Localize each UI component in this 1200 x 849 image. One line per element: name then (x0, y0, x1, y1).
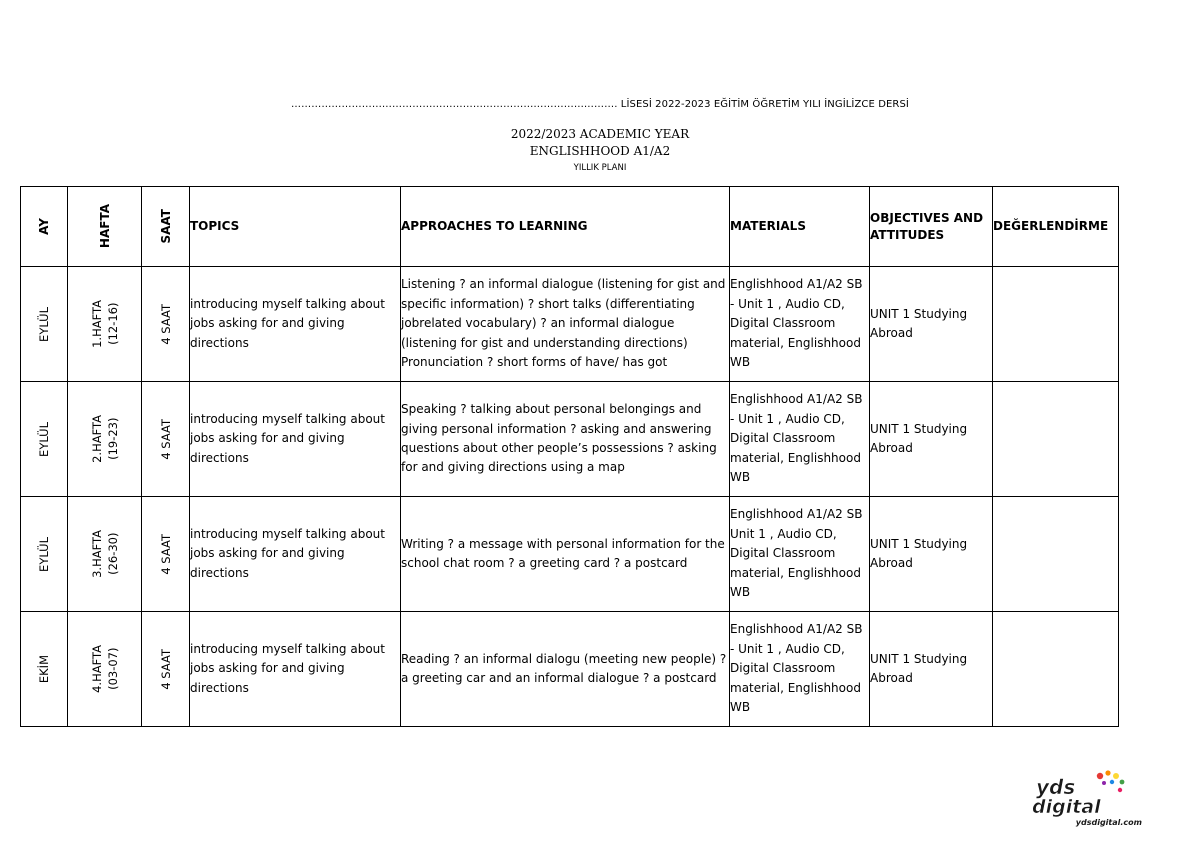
cell-evaluation (993, 382, 1119, 497)
table-row (21, 497, 1119, 612)
cell-objectives: UNIT 1 Studying Abroad (870, 267, 993, 382)
cell-month: EYLÜL (21, 267, 68, 382)
cell-month: EYLÜL (21, 382, 68, 497)
table-row (21, 382, 1119, 497)
cell-objectives: UNIT 1 Studying Abroad (870, 612, 993, 727)
course-title: ENGLISHHOOD A1/A2 (529, 144, 671, 158)
header-approaches: APPROACHES TO LEARNING (401, 187, 730, 267)
header-topics: TOPICS (190, 187, 401, 267)
cell-topics: introducing myself talking about jobs asking for and giving directions (190, 382, 401, 497)
table-header-row (21, 187, 1119, 267)
cell-week: 3.HAFTA (26-30) (68, 497, 142, 612)
cell-materials: Englishhood A1/A2 SB - Unit 1 , Audio CD, Digital Classroom material, Englishhood WB (730, 612, 870, 727)
header-evaluation: DEĞERLENDİRME (993, 187, 1119, 267)
header-materials: MATERIALS (730, 187, 870, 267)
cell-topics: introducing myself talking about jobs asking for and giving directions (190, 497, 401, 612)
cell-hours: 4 SAAT (142, 497, 190, 612)
annual-plan-table (20, 186, 1119, 727)
academic-year-title: 2022/2023 ACADEMIC YEAR (510, 127, 690, 141)
logo-brand-main: digital (1032, 796, 1101, 818)
plan-title: YILLIK PLANI (573, 163, 627, 173)
yds-digital-logo (1030, 768, 1145, 830)
cell-materials: Englishhood A1/A2 SB - Unit 1 , Audio CD, Digital Classroom material, Englishhood WB (730, 382, 870, 497)
cell-month: EKİM (21, 612, 68, 727)
header-saat: SAAT (142, 187, 190, 267)
cell-evaluation (993, 612, 1119, 727)
cell-week: 2.HAFTA (19-23) (68, 382, 142, 497)
cell-materials: Englishhood A1/A2 SB Unit 1 , Audio CD, Digital Classroom material, Englishhood WB (730, 497, 870, 612)
logo-url: ydsdigital.com (1075, 818, 1142, 827)
header-objectives: OBJECTIVES AND ATTITUDES (870, 187, 993, 267)
cell-approaches: Listening ? an informal dialogue (listening for gist and specific information) ? short talks (differentiating jobrelated vocabulary) ? an informal dialogue (listening for gist and understanding directions) Pronunciation ? short forms of have/ has got (401, 267, 730, 382)
cell-hours: 4 SAAT (142, 612, 190, 727)
cell-week: 1.HAFTA (12-16) (68, 267, 142, 382)
cell-approaches: Speaking ? talking about personal belongings and giving personal information ? asking and answering questions about other people’s possessions ? asking for and giving directions using a map (401, 382, 730, 497)
cell-evaluation (993, 267, 1119, 382)
table-row (21, 267, 1119, 382)
cell-approaches: Writing ? a message with personal information for the school chat room ? a greeting card ? a postcard (401, 497, 730, 612)
cell-week: 4.HAFTA (03-07) (68, 612, 142, 727)
cell-evaluation (993, 497, 1119, 612)
cell-topics: introducing myself talking about jobs asking for and giving directions (190, 267, 401, 382)
cell-approaches: Reading ? an informal dialogu (meeting new people) ? a greeting car and an informal dialogue ? a postcard (401, 612, 730, 727)
cell-month: EYLÜL (21, 497, 68, 612)
cell-topics: introducing myself talking about jobs asking for and giving directions (190, 612, 401, 727)
cell-materials: Englishhood A1/A2 SB - Unit 1 , Audio CD, Digital Classroom material, Englishhood WB (730, 267, 870, 382)
school-title-line: ……………………………………………………………………………………. LİSESİ 2022-2023 EĞİTİM ÖĞRETİM YILI İNGİLİZCE DERSİ (291, 99, 909, 110)
table-row (21, 612, 1119, 727)
header-ay: AY (21, 187, 68, 267)
cell-hours: 4 SAAT (142, 267, 190, 382)
header-hafta: HAFTA (68, 187, 142, 267)
cell-objectives: UNIT 1 Studying Abroad (870, 497, 993, 612)
logo-brand-top: yds (1036, 775, 1076, 799)
cell-hours: 4 SAAT (142, 382, 190, 497)
cell-objectives: UNIT 1 Studying Abroad (870, 382, 993, 497)
